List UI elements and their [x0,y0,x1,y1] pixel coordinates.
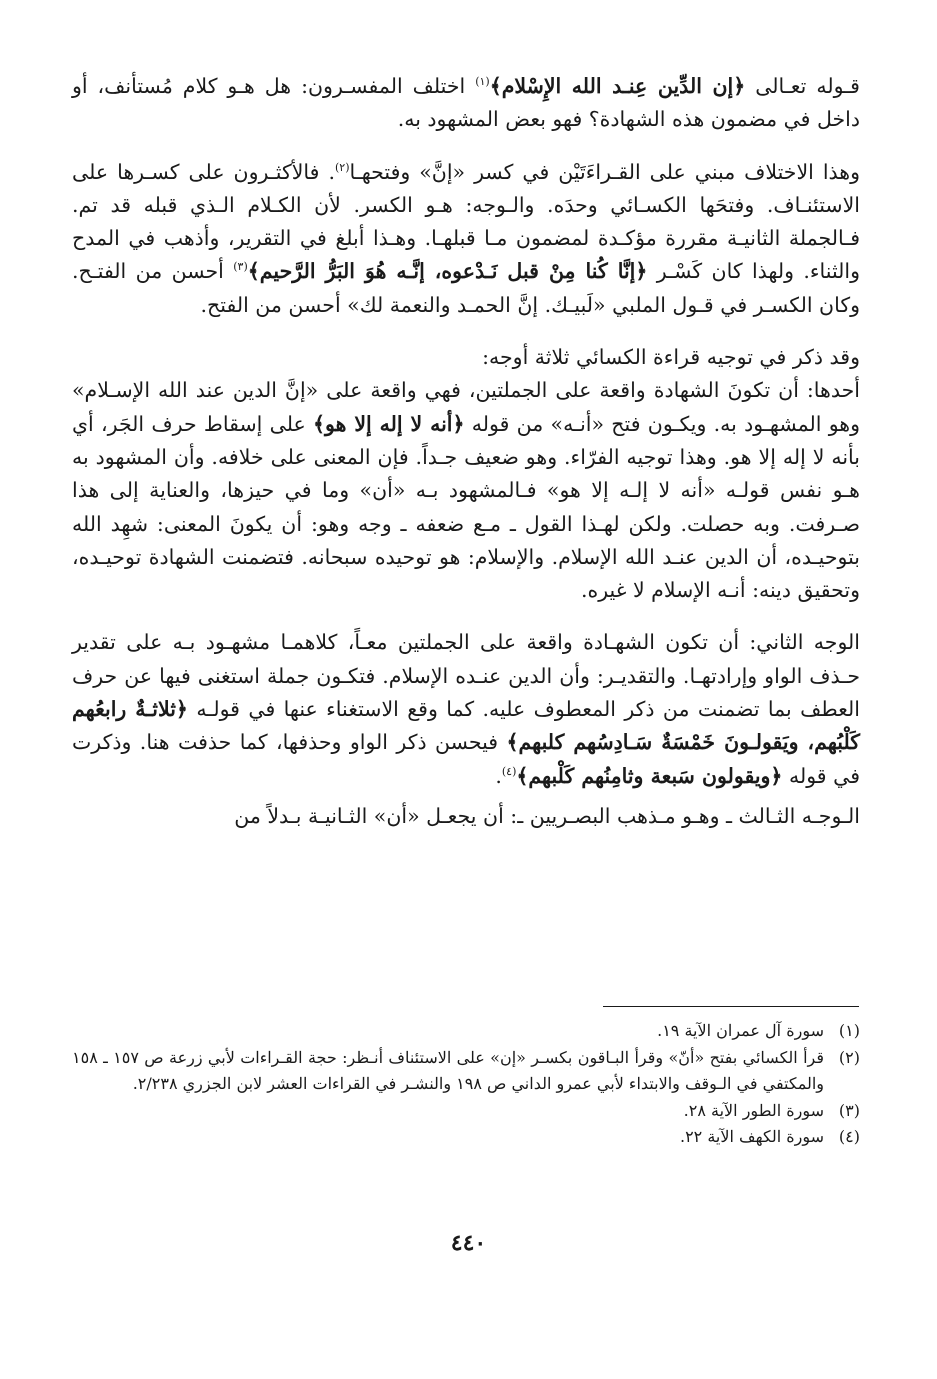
quran-quote: ﴿ثلاثـةٌ رابعُهم كَلْبُهم، ويَقولـونَ خَمْسَةٌ سَـادِسُهم كلبهم﴾ [72,697,860,755]
main-text [72,70,860,833]
text-run: وقد ذكر في توجيه قراءة الكسائي ثلاثة أوجه: [482,345,860,370]
quran-quote: ﴿إن الدِّين عِنـد الله الإِسْلام﴾ [489,74,746,98]
quran-quote: ﴿ويقولون سَبعة وثامِنُهم كَلْبهم﴾ [516,763,783,788]
footnote-number: (٣) [838,1100,860,1120]
text-run: أحدها: أن تكونَ الشهادة واقعة على الجملتين، فهي واقعة على «إنَّ الدين عند الله الإسـلام» وهو المشهـود به. ويكـون فتح «أنـه» من قوله [72,378,860,436]
footnote-text: قرأ الكسائي بفتح «أنّ» وقرأ البـاقون بكسـر «إن» على الاستئناف أنـظر: حجة القـراءات لأبي زرعة ص ١٥٧ ـ ١٥٨ والمكتفي في الـوقف والابتداء لأبي عمرو الداني ص ١٩٨ والنشـر في القراءات العشر لابن الجزري ٢/٢٣٨. [72,1047,825,1093]
paragraph-4 [72,374,860,607]
paragraph-6 [72,800,860,833]
paragraph-2 [72,156,860,322]
text-run: الوجه الثاني: أن تكون الشهـادة واقعة على الجملتين معـاً، كلاهمـا مشهـود بـه على تقدير حـذف الواو وإرادتهـا. والتقديـر: وأن الدين عنـده الإسلام. فتكـون جملة استغنى فيها عن حرف العطف بما تضمنت من ذكر المعطوف عليه. كما وقع الاستغناء عنها في قولـه [72,630,860,722]
footnote-ref[interactable]: (٢) [334,160,350,174]
paragraph-5 [72,626,860,792]
footnote-ref[interactable]: (٤) [501,764,517,778]
quran-quote: ﴿إنَّا كُنا مِنْ قبل نَـدْعوه، إنَّـه هُوَ البَرُّ الرَّحيم﴾ [247,259,648,284]
text-run: . فالأكثـرون على كسـرها على الاستئنـاف. وفتحَها الكسـائي وحدَه. والـوجه: هـو الكسر. لأن الكـلام الـذي قبله قد تم. فـالجملة الثانيـة مقررة مؤكـدة لمضمون مـا قبلهـا. وهـذا أبلغ في التقرير، وأذهب في المدح والثناء. ولهذا كان كَسْـر [72,159,861,284]
text-run: . [495,763,502,788]
footnote-ref[interactable]: (٣) [233,260,248,274]
text-run: وهذا الاختلاف مبني على القـراءَتَيْن في كسر «إنَّ» وفتحهـا [349,159,860,184]
quran-quote: ﴿أنه لا إله إلا هو﴾ [313,411,465,436]
text-run: أحسن من الفتـح. وكان الكسـر في قـول الملبي «لَبيـك. إنَّ الحمـد والنعمة لك» أحسن من الفتح. [72,259,860,317]
footnote-number: (٢) [838,1047,860,1067]
footnote-number: (٤) [838,1127,860,1146]
footnote-text: سورة الكهف الآية ٢٢. [679,1127,824,1146]
footnotes [72,1018,860,1151]
footnote-item [72,1045,860,1098]
footnote-ref[interactable]: (١) [475,75,490,89]
paragraph-3 [72,341,860,374]
text-run: اختلف المفسـرون: هل هـو كلام مُستأنف، أو داخل في مضمون هذه الشهادة؟ فهو بعض المشهود به. [72,74,860,132]
text-run: قـوله تعـالى [745,74,860,98]
text-run: الـوجـه الثـالث ـ وهـو مـذهب البصـريين ـ: أن يجعـل «أن» الثـانيـة بـدلاً من [234,803,860,828]
footnote-separator [603,1006,859,1007]
footnote-item [72,1018,860,1045]
footnote-text: سورة الطور الآية ٢٨. [683,1100,824,1120]
paragraph-1 [72,70,860,137]
page-number: ٤٤٠ [450,1230,487,1256]
text-run: فيحسن ذكر الواو وحذفها، كما حذفت هنا. وذكرت في قوله [72,730,860,788]
footnote-text: سورة آل عمران الآية ١٩. [657,1021,824,1040]
footnote-number: (١) [838,1021,860,1040]
text-run: على إسقاط حرف الجَر، أي بأنه لا إله إلا هو. وهذا توجيه الفرّاء. وهو ضعيف جـداً. فإن المعنى على خلافه. وأن المشهود به هـو نفس قولـه «أنه لا إلـه إلا هو» فـالمشهود بـه «أن» وما في حيزها، والعناية إلى هذا صـرفت. وبه حصلت. ولكن لهـذا القول ـ مـع ضعفه ـ وجه وهو: أن يكونَ المعنى: شهِد الله بتوحيـده، أن الدين عنـد الله الإسلام. والإسلام: هو توحيده سبحانه. فتضمنت الشهادة توحيـده، وتحقيق دينه: أنـه الإسلام لا غيره. [72,411,860,603]
footnote-item [72,1098,860,1125]
footnote-item [72,1124,860,1151]
